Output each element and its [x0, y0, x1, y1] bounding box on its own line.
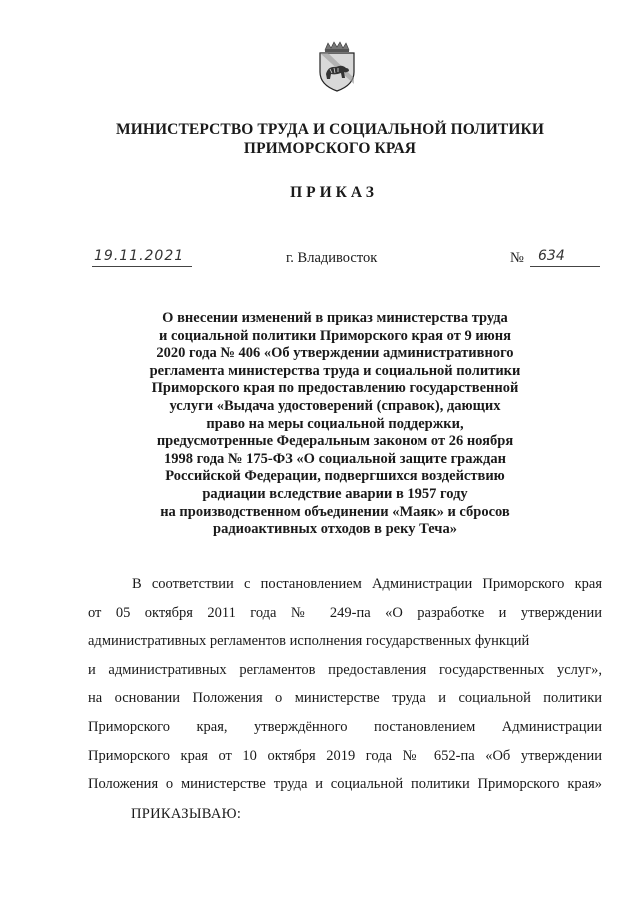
subject-line: 1998 года № 175-ФЗ «О социальной защите граждан — [164, 450, 506, 467]
subject-line: услуги «Выдача удостоверений (справок), дающих — [169, 397, 501, 414]
subject-line: Российской Федерации, подвергшихся воздействию — [165, 468, 505, 485]
body-line: административных регламентов исполнения государственных функций — [88, 633, 530, 650]
body-line: от 05 октября 2011 года № 249-па «О разработке и утверждении — [88, 604, 602, 621]
subject-line: на производственном объединении «Маяк» и сбросов — [160, 503, 510, 520]
document-type-title: ПРИКАЗ — [290, 184, 378, 201]
number-label: № — [510, 250, 524, 266]
body-line: Приморского края, утверждённого постановлением Администрации — [88, 718, 602, 735]
coat-of-arms-icon — [316, 40, 358, 92]
subject-line: радиации вследствие аварии в 1957 году — [202, 485, 468, 502]
date-field — [92, 248, 192, 268]
handwritten-number: 634 — [538, 248, 565, 264]
subject-line: предусмотренные Федеральным законом от 26 ноября — [156, 433, 514, 450]
body-line: В соответствии с постановлением Администрации Приморского края — [132, 576, 602, 592]
subject-line: право на меры социальной поддержки, — [206, 415, 464, 432]
ministry-name-line1: МИНИСТЕРСТВО ТРУДА И СОЦИАЛЬНОЙ ПОЛИТИКИ — [115, 121, 545, 138]
subject-line: О внесении изменений в приказ министерства труда — [162, 310, 508, 326]
body-line: и административных регламентов предоставления государственных услуг», — [88, 661, 602, 678]
body-line: Положения о министерстве труда и социальной политики Приморского края» — [88, 776, 602, 793]
subject-line: и социальной политики Приморского края от 9 июня — [159, 327, 511, 344]
order-body — [88, 570, 602, 799]
subject-line: Приморского края по предоставлению государственной — [151, 380, 519, 397]
subject-line: регламента министерства труда и социальной политики — [149, 362, 521, 379]
ministry-name-line2: ПРИМОРСКОГО КРАЯ — [243, 140, 417, 157]
subject-line: радиоактивных отходов в реку Теча» — [213, 521, 457, 538]
city-label: г. Владивосток — [286, 250, 378, 266]
handwritten-date: 19.11.2021 — [94, 248, 185, 264]
body-line: на основании Положения о министерстве труда и социальной политики — [88, 690, 602, 707]
number-field — [530, 248, 600, 268]
body-line: Приморского края от 10 октября 2019 года № 652-па «Об утверждении — [88, 747, 602, 764]
date-underline — [92, 266, 192, 267]
number-underline — [530, 266, 600, 267]
order-directive: ПРИКАЗЫВАЮ: — [131, 806, 242, 822]
order-subject — [100, 310, 570, 539]
subject-line: 2020 года № 406 «Об утверждении административного — [156, 345, 514, 362]
